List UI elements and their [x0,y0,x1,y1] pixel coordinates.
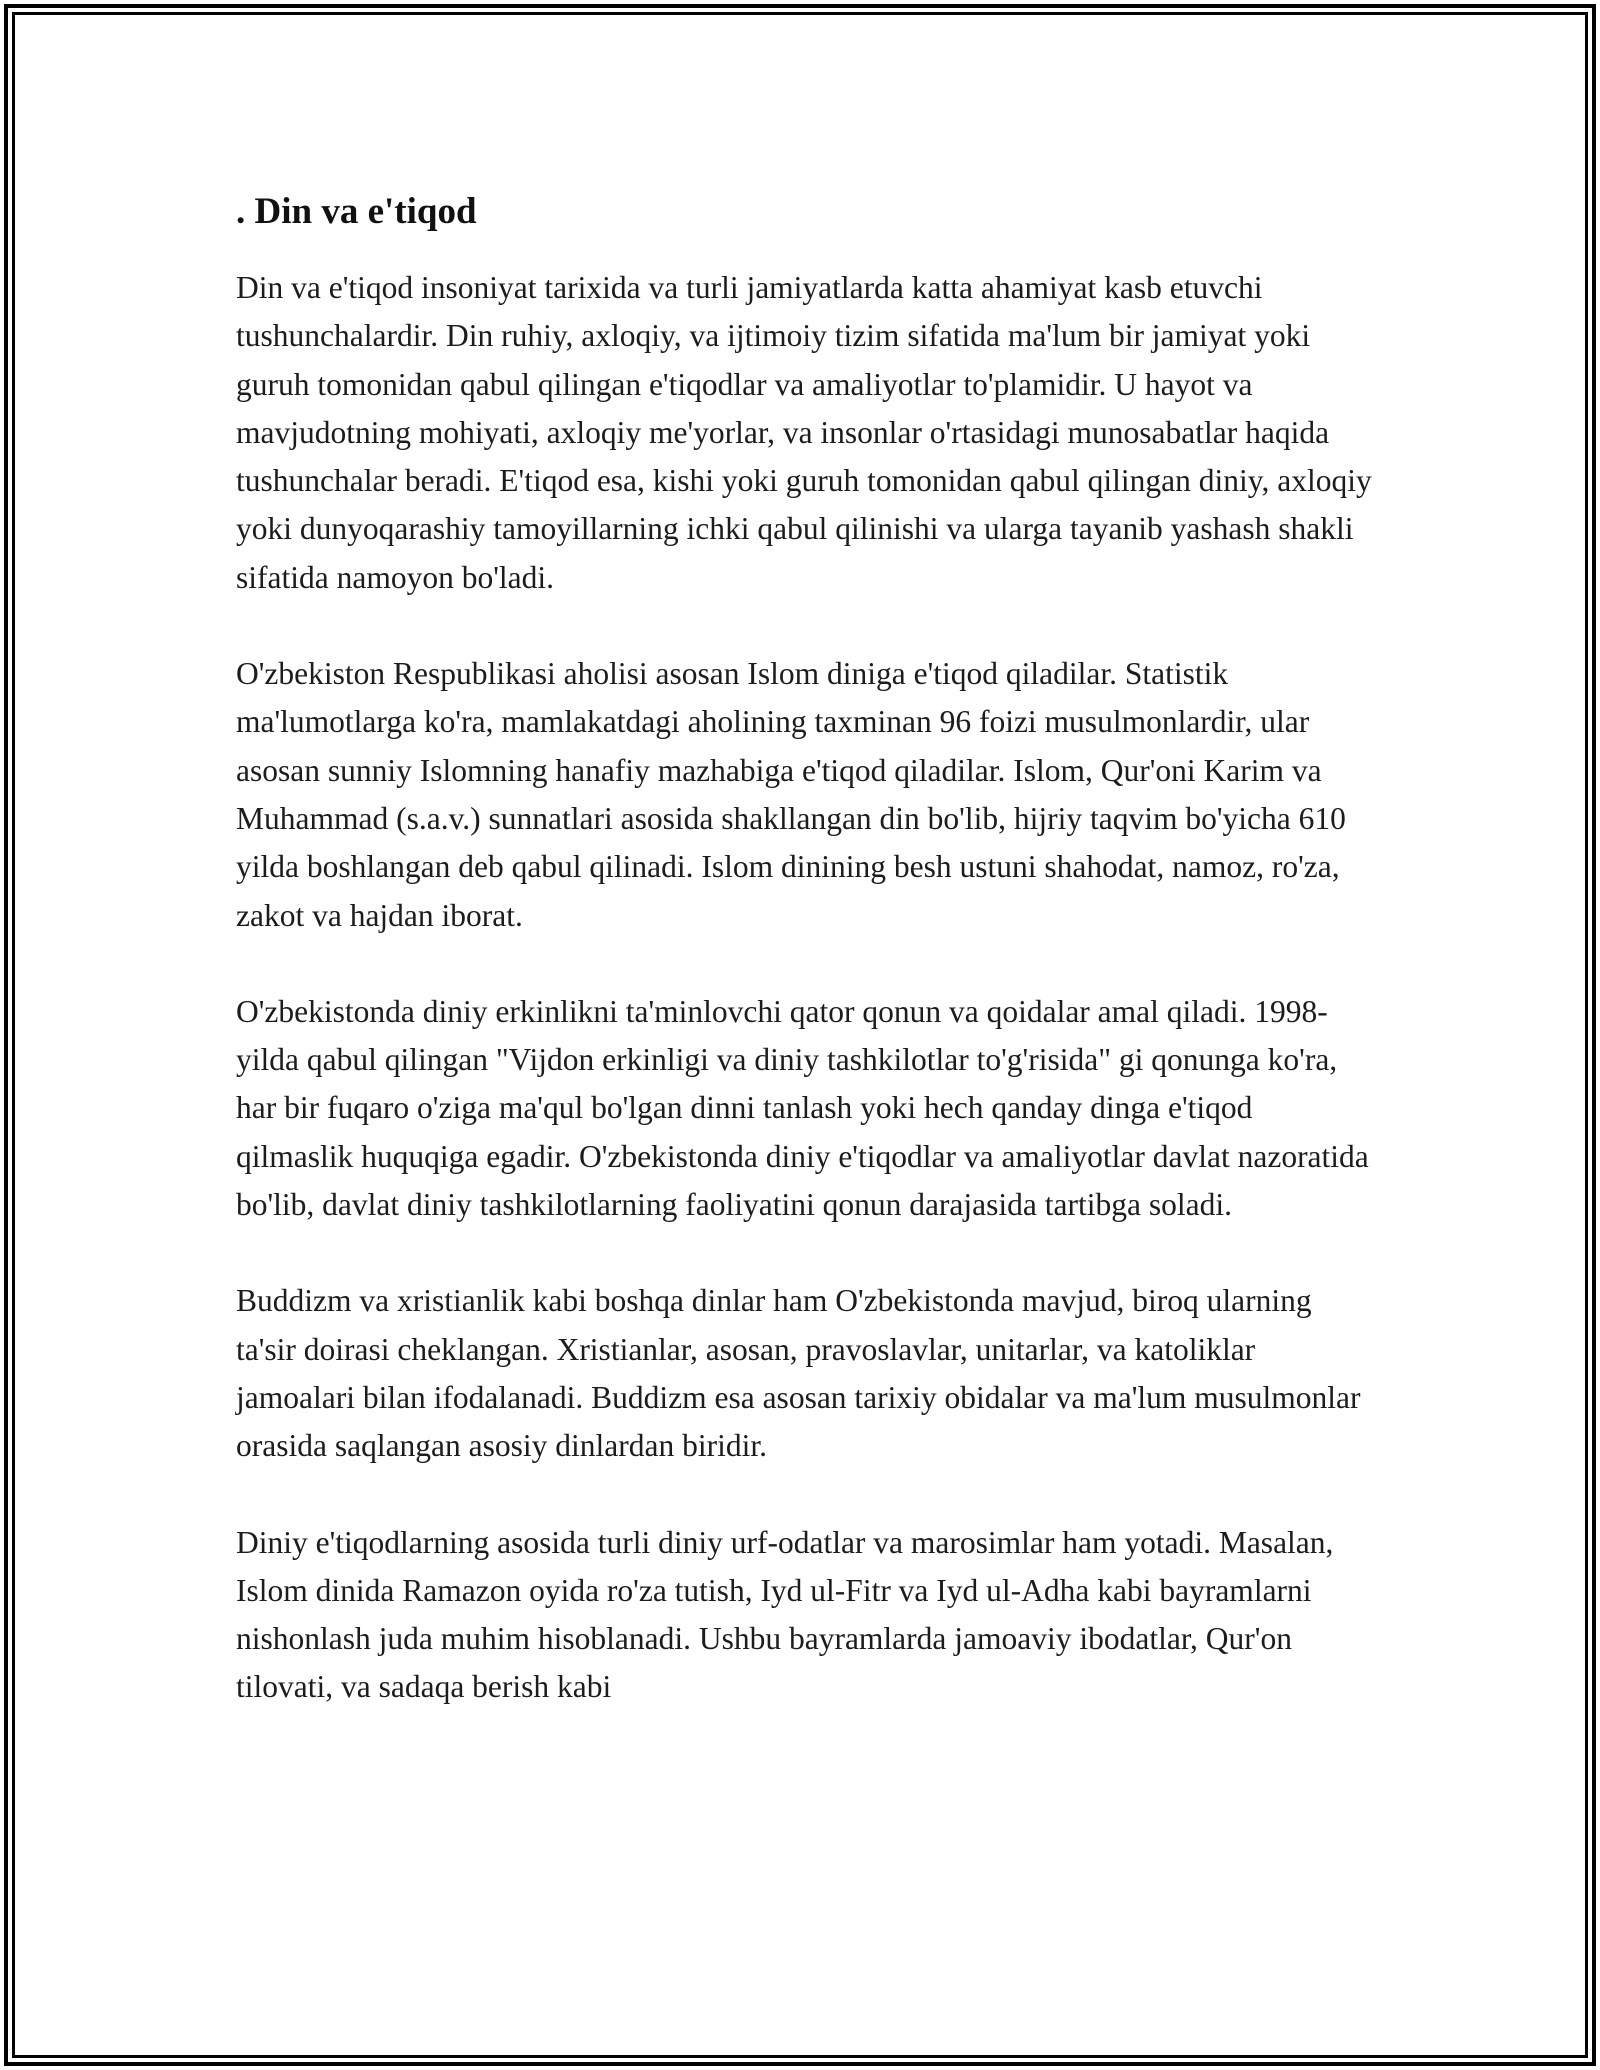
document-body [236,186,1376,1760]
paragraph-other-religions: Buddizm va xristianlik kabi boshqa dinlar ham O'zbekistonda mavjud, biroq ularning ta'sir doirasi cheklangan. Xristianlar, asosan, pravoslavlar, unitarlar, va katoliklar jamoalari bilan ifodalanadi. Buddizm esa asosan tarixiy obidalar va ma'lum musulmonlar orasida saqlangan asosiy dinlardan biridir. [236,1283,1361,1464]
paragraph-islam-in-uzbekistan: O'zbekiston Respublikasi aholisi asosan Islom diniga e'tiqod qiladilar. Statistik ma'lumotlarga ko'ra, mamlakatdagi aholining taxminan 96 foizi musulmonlardir, ular asosan sunniy Islomning hanafiy mazhabiga e'tiqod qiladilar. Islom, Qur'oni Karim va Muhammad (s.a.v.) sunnatlari asosida shakllangan din bo'lib, hijriy taqvim bo'yicha 610 yilda boshlangan deb qabul qilinadi. Islom dinining besh ustuni shahodat, namoz, ro'za, zakot va hajdan iborat. [236,656,1346,933]
paragraph-definition: Din va e'tiqod insoniyat tarixida va turli jamiyatlarda katta ahamiyat kasb etuvchi tushunchalardir. Din ruhiy, axloqiy, va ijtimoiy tizim sifatida ma'lum bir jamiyat yoki guruh tomonidan qabul qilingan e'tiqodlar va amaliyotlar to'plamidir. U hayot va mavjudotning mohiyati, axloqiy me'yorlar, va insonlar o'rtasidagi munosabatlar haqida tushunchalar beradi. E'tiqod esa, kishi yoki guruh tomonidan qabul qilingan diniy, axloqiy yoki dunyoqarashiy tamoyillarning ichki qabul qilinishi va ularga tayanib yashash shakli sifatida namoyon bo'ladi. [236,270,1372,595]
paragraph-religious-freedom-law: O'zbekistonda diniy erkinlikni ta'minlovchi qator qonun va qoidalar amal qiladi. 1998-yilda qabul qilingan "Vijdon erkinligi va diniy tashkilotlar to'g'risida" gi qonunga ko'ra, har bir fuqaro o'ziga ma'qul bo'lgan dinni tanlash yoki hech qanday dinga e'tiqod qilmaslik huquqiga egadir. O'zbekistonda diniy e'tiqodlar va amaliyotlar davlat nazoratida bo'lib, davlat diniy tashkilotlarning faoliyatini qonun darajasida tartibga soladi. [236,993,1369,1223]
paragraph-religious-customs: Diniy e'tiqodlarning asosida turli diniy urf-odatlar va marosimlar ham yotadi. Masalan, Islom dinida Ramazon oyida ro'za tutish, Iyd ul-Fitr va Iyd ul-Adha kabi bayramlarni nishonlash juda muhim hisoblanadi. Ushbu bayramlarda jamoaviy ibodatlar, Qur'on tilovati, va sadaqa berish kabi [236,1524,1334,1705]
section-heading: . Din va e'tiqod [236,191,477,232]
